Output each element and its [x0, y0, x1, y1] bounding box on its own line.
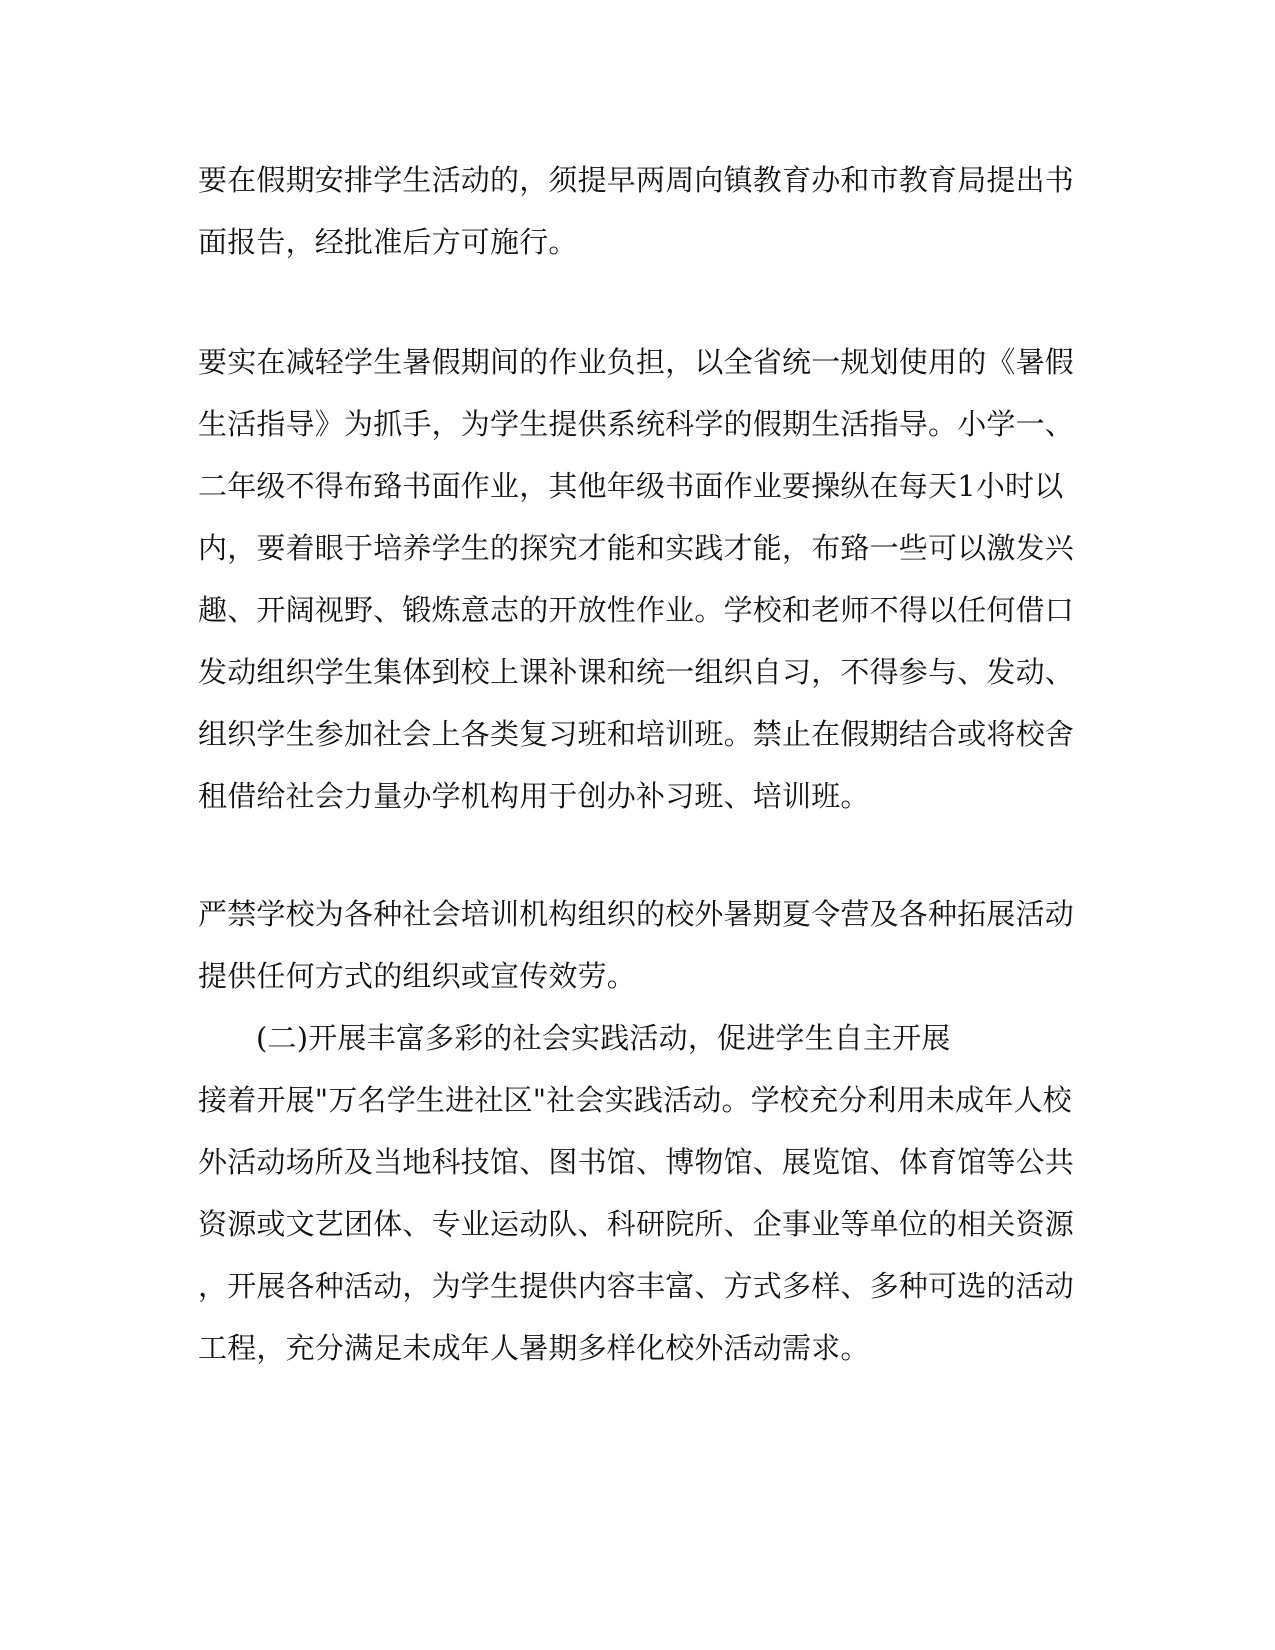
paragraph-4-line-3: 资源或文艺团体、专业运动队、科研院所、企事业等单位的相关资源 — [198, 1207, 1075, 1241]
paragraph-3-line-2: 提供任何方式的组织或宣传效劳。 — [198, 959, 637, 993]
paragraph-4-line-1: 接着开展"万名学生进社区"社会实践活动。学校充分利用未成年人校 — [198, 1083, 1072, 1117]
paragraph-2-line-8: 租借给社会力量办学机构用于创办补习班、培训班。 — [198, 779, 870, 813]
paragraph-3-line-1: 严禁学校为各种社会培训机构组织的校外暑期夏令营及各种拓展活动 — [198, 897, 1075, 931]
section-heading: (二)开展丰富多彩的社会实践活动，促进学生自主开展 — [256, 1021, 951, 1055]
paragraph-2-line-1: 要实在减轻学生暑假期间的作业负担，以全省统一规划使用的《暑假 — [198, 345, 1075, 379]
paragraph-4-line-4: ，开展各种活动，为学生提供内容丰富、方式多样、多种可选的活动 — [198, 1269, 1075, 1303]
paragraph-2-line-7: 组织学生参加社会上各类复习班和培训班。禁止在假期结合或将校舍 — [198, 717, 1075, 751]
paragraph-2-line-6: 发动组织学生集体到校上课补课和统一组织自习，不得参与、发动、 — [198, 655, 1075, 689]
paragraph-2-line-3: 二年级不得布臵书面作业，其他年级书面作业要操纵在每天1小时以 — [198, 469, 1064, 503]
paragraph-2-line-4: 内，要着眼于培养学生的探究才能和实践才能，布臵一些可以激发兴 — [198, 531, 1075, 565]
paragraph-2-line-2: 生活指导》为抓手，为学生提供系统科学的假期生活指导。小学一、 — [198, 407, 1075, 441]
paragraph-4-line-5: 工程，充分满足未成年人暑期多样化校外活动需求。 — [198, 1331, 870, 1365]
paragraph-1-line-2: 面报告，经批准后方可施行。 — [198, 225, 578, 259]
paragraph-2-line-5: 趣、开阔视野、锻炼意志的开放性作业。学校和老师不得以任何借口 — [198, 593, 1075, 627]
paragraph-1-line-1: 要在假期安排学生活动的，须提早两周向镇教育办和市教育局提出书 — [198, 163, 1075, 197]
paragraph-4-line-2: 外活动场所及当地科技馆、图书馆、博物馆、展览馆、体育馆等公共 — [198, 1145, 1075, 1179]
